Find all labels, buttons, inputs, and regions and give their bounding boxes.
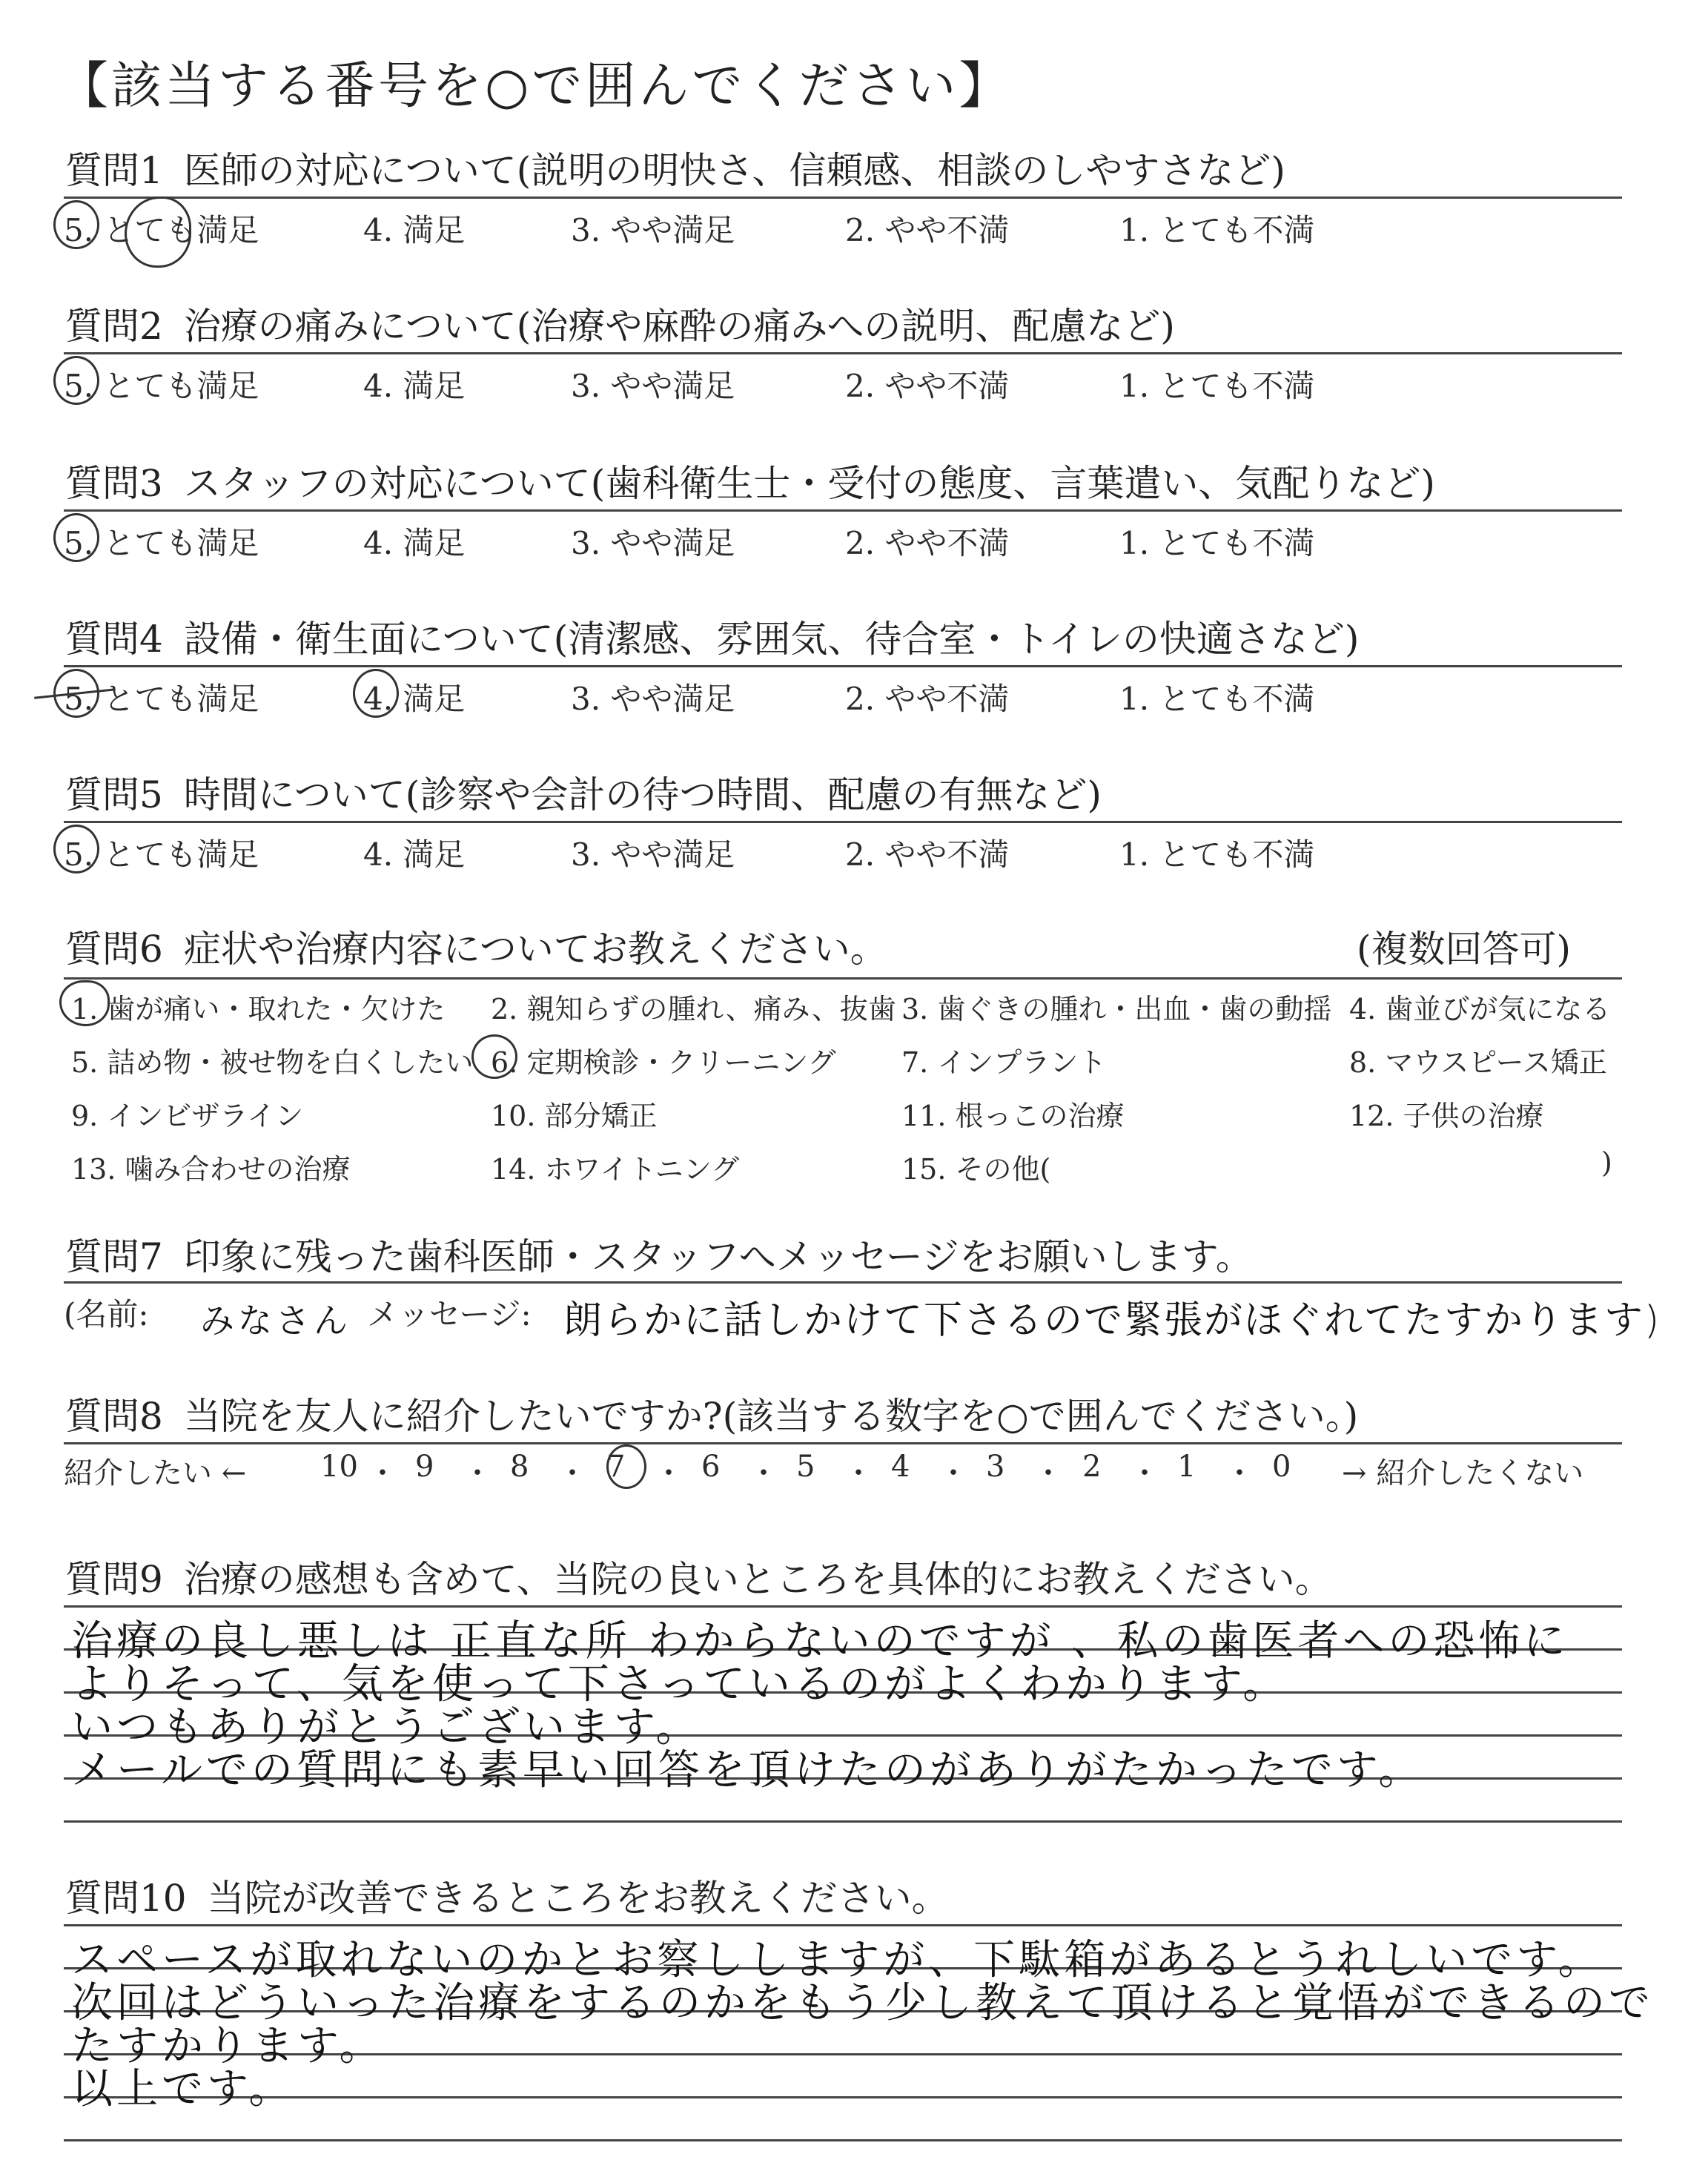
q1-title xyxy=(65,141,1285,194)
q3-option-1: 1. とても不満 xyxy=(1119,525,1315,561)
q10-answer-line: スペースが取れないのかとお察ししますが、下駄箱があるとうれしいです。 xyxy=(71,1936,1603,1984)
q6-choice-10: 10. 部分矯正 xyxy=(491,1100,658,1132)
q8-separator: ・ xyxy=(1033,1456,1063,1490)
q2-circle-5 xyxy=(53,356,99,405)
q3-option-2: 2. やや不満 xyxy=(845,525,1010,561)
q10-rule xyxy=(64,1924,1622,1926)
q8-separator: ・ xyxy=(557,1456,587,1490)
q6-choice-3: 3. 歯ぐきの腫れ・出血・歯の動揺 xyxy=(901,993,1332,1025)
q8-separator: ・ xyxy=(1225,1456,1254,1490)
q5-circle-5 xyxy=(53,825,99,873)
q6-choice-6-circle xyxy=(471,1034,517,1079)
q7-title xyxy=(65,1227,1253,1281)
q1-extra-circle xyxy=(125,196,191,268)
q10-rule xyxy=(64,2096,1622,2098)
q8-scale-8: 8 xyxy=(510,1450,529,1484)
q6-choice-1: 1. 歯が痛い・取れた・欠けた xyxy=(71,993,446,1025)
q2-option-4: 4. 満足 xyxy=(363,368,466,404)
q8-rule xyxy=(64,1442,1622,1444)
q7-message-value: 朗らかに話しかけて下さるので緊張がほぐれてたすかります) xyxy=(563,1298,1661,1343)
q6-choice-1-circle xyxy=(59,980,110,1026)
q3-title xyxy=(65,454,1435,507)
q3-circle-5 xyxy=(53,513,99,562)
q6-choice-14: 14. ホワイトニング xyxy=(491,1153,740,1186)
q6-rule xyxy=(64,977,1622,980)
q4-option-3: 3. やや満足 xyxy=(571,681,735,717)
q8-scale-6: 6 xyxy=(701,1450,721,1484)
q8-scale-1: 1 xyxy=(1177,1450,1196,1484)
q3-number: 質問3 xyxy=(65,462,163,505)
q8-number: 質問8 xyxy=(65,1395,163,1438)
q2-option-2: 2. やや不満 xyxy=(845,368,1010,404)
q8-separator: ・ xyxy=(844,1456,873,1490)
q6-choice-5: 5. 詰め物・被せ物を白くしたい xyxy=(71,1046,474,1079)
q9-rule xyxy=(64,1605,1622,1608)
q8-separator: ・ xyxy=(749,1456,778,1490)
q9-answer-line: いつもありがとうございます。 xyxy=(71,1703,701,1751)
q6-note: (複数回答可) xyxy=(1357,928,1572,971)
q7-number: 質問7 xyxy=(65,1235,163,1278)
q3-option-4: 4. 満足 xyxy=(363,525,466,561)
q8-right-label: → 紹介したくない xyxy=(1342,1456,1584,1490)
q4-title xyxy=(65,610,1359,663)
q7-name-value: みなさん xyxy=(200,1301,351,1341)
q3-text: スタッフの対応について(歯科衛生士・受付の態度、言葉遣い、気配りなど) xyxy=(183,462,1435,505)
q6-choice-7: 7. インプラント xyxy=(901,1046,1107,1079)
q2-title xyxy=(65,297,1175,350)
q6-choice-4: 4. 歯並びが気になる xyxy=(1349,993,1611,1025)
q2-option-3: 3. やや満足 xyxy=(571,368,735,404)
q2-option-5: 5. とても満足 xyxy=(64,368,259,404)
q9-answer-line: よりそって、気を使って下さっているのがよくわかります。 xyxy=(71,1660,1288,1708)
q1-option-4: 4. 満足 xyxy=(363,212,466,248)
q8-separator: ・ xyxy=(1130,1456,1159,1490)
q10-text: 当院が改善できるところをお教えください。 xyxy=(207,1877,949,1920)
q6-choice-13: 13. 噛み合わせの治療 xyxy=(71,1153,351,1186)
q5-rule xyxy=(64,821,1622,823)
q2-text: 治療の痛みについて(治療や麻酔の痛みへの説明、配慮など) xyxy=(183,305,1175,348)
q5-option-5: 5. とても満足 xyxy=(64,836,259,873)
q9-title xyxy=(65,1550,1332,1603)
instruction-header: 【該当する番号を○で囲んでください】 xyxy=(58,57,1013,116)
q5-number: 質問5 xyxy=(65,773,163,816)
q1-rule xyxy=(64,196,1622,199)
q7-message-label: メッセージ: xyxy=(367,1296,532,1332)
q8-separator: ・ xyxy=(654,1456,683,1490)
q8-scale-5: 5 xyxy=(796,1450,815,1484)
q1-option-5: 5. とても満足 xyxy=(64,212,259,248)
q6-choice-9: 9. インビザライン xyxy=(71,1100,304,1132)
q6-choice-8: 8. マウスピース矯正 xyxy=(1349,1046,1607,1079)
q4-option-5: 5. とても満足 xyxy=(64,681,259,717)
q8-circle-7 xyxy=(606,1444,646,1489)
q6-choice-15: 15. その他( xyxy=(901,1153,1051,1186)
q8-text: 当院を友人に紹介したいですか?(該当する数字を○で囲んでください。) xyxy=(183,1395,1359,1438)
q5-title xyxy=(65,765,1102,819)
q4-text: 設備・衛生面について(清潔感、雰囲気、待合室・トイレの快適さなど) xyxy=(183,618,1360,661)
q5-option-2: 2. やや不満 xyxy=(845,836,1010,873)
q7-text: 印象に残った歯科医師・スタッフへメッセージをお願いします。 xyxy=(183,1235,1253,1278)
q4-option-1: 1. とても不満 xyxy=(1119,681,1315,717)
q8-scale-7: 7 xyxy=(606,1450,626,1484)
q2-option-1: 1. とても不満 xyxy=(1119,368,1315,404)
q9-text: 治療の感想も含めて、当院の良いところを具体的にお教えください。 xyxy=(183,1558,1332,1601)
q3-rule xyxy=(64,509,1622,512)
q6-text: 症状や治療内容についてお教えください。 xyxy=(183,928,887,971)
q8-title xyxy=(65,1387,1358,1440)
q3-option-3: 3. やや満足 xyxy=(571,525,735,561)
q4-rule xyxy=(64,665,1622,667)
q7-name-label: (名前: xyxy=(64,1296,149,1332)
q9-answer-line: メールでの質問にも素早い回答を頂けたのがありがたかったです。 xyxy=(71,1746,1424,1794)
q8-scale-3: 3 xyxy=(986,1450,1005,1484)
q8-scale-4: 4 xyxy=(891,1450,910,1484)
q4-option-2: 2. やや不満 xyxy=(845,681,1010,717)
q6-title xyxy=(65,919,887,973)
q10-answer-line: 以上です。 xyxy=(71,2065,294,2113)
q6-choice-12: 12. 子供の治療 xyxy=(1349,1100,1544,1132)
q6-choice-6: 6. 定期検診・クリーニング xyxy=(491,1046,836,1079)
q9-number: 質問9 xyxy=(65,1558,163,1601)
q1-option-1: 1. とても不満 xyxy=(1119,212,1315,248)
q1-option-3: 3. やや満足 xyxy=(571,212,735,248)
q6-choice-16: ) xyxy=(1601,1146,1612,1179)
q8-separator: ・ xyxy=(463,1456,492,1490)
q7-rule xyxy=(64,1281,1622,1284)
q8-separator: ・ xyxy=(939,1456,968,1490)
q8-scale-2: 2 xyxy=(1082,1450,1102,1484)
q5-option-1: 1. とても不満 xyxy=(1119,836,1315,873)
q10-answer-line: 次回はどういった治療をするのかをもう少し教えて頂けると覚悟ができるので xyxy=(71,1979,1654,2027)
q10-number: 質問10 xyxy=(65,1877,187,1920)
q1-text: 医師の対応について(説明の明快さ、信頼感、相談のしやすさなど) xyxy=(183,149,1285,192)
q8-separator: ・ xyxy=(368,1456,397,1490)
q5-option-3: 3. やや満足 xyxy=(571,836,735,873)
q9-answer-line: 治療の良し悪しは 正直な所 わからないのですが 、私の歯医者への恐怖に xyxy=(71,1617,1569,1665)
q6-choice-2: 2. 親知らずの腫れ、痛み、抜歯 xyxy=(491,993,896,1025)
q4-circle-4 xyxy=(353,669,399,718)
q1-option-2: 2. やや不満 xyxy=(845,212,1010,248)
q5-text: 時間について(診察や会計の待つ時間、配慮の有無など) xyxy=(183,773,1102,816)
q3-option-5: 5. とても満足 xyxy=(64,525,259,561)
q10-answer-line: たすかります。 xyxy=(71,2022,385,2070)
q8-left-label: 紹介したい ← xyxy=(64,1456,247,1490)
q4-option-4: 4. 満足 xyxy=(363,681,466,717)
q6-choice-11: 11. 根っこの治療 xyxy=(901,1100,1125,1132)
q8-scale-10: 10 xyxy=(320,1450,358,1484)
q10-rule xyxy=(64,2139,1622,2141)
q1-number: 質問1 xyxy=(65,149,163,192)
q10-title xyxy=(65,1869,949,1922)
q6-number: 質問6 xyxy=(65,928,163,971)
q8-scale-0: 0 xyxy=(1272,1450,1291,1484)
q5-option-4: 4. 満足 xyxy=(363,836,466,873)
q2-number: 質問2 xyxy=(65,305,163,348)
q4-number: 質問4 xyxy=(65,618,163,661)
q1-circle-5 xyxy=(53,200,99,249)
q2-rule xyxy=(64,352,1622,354)
q9-rule xyxy=(64,1820,1622,1823)
q8-scale-9: 9 xyxy=(415,1450,434,1484)
